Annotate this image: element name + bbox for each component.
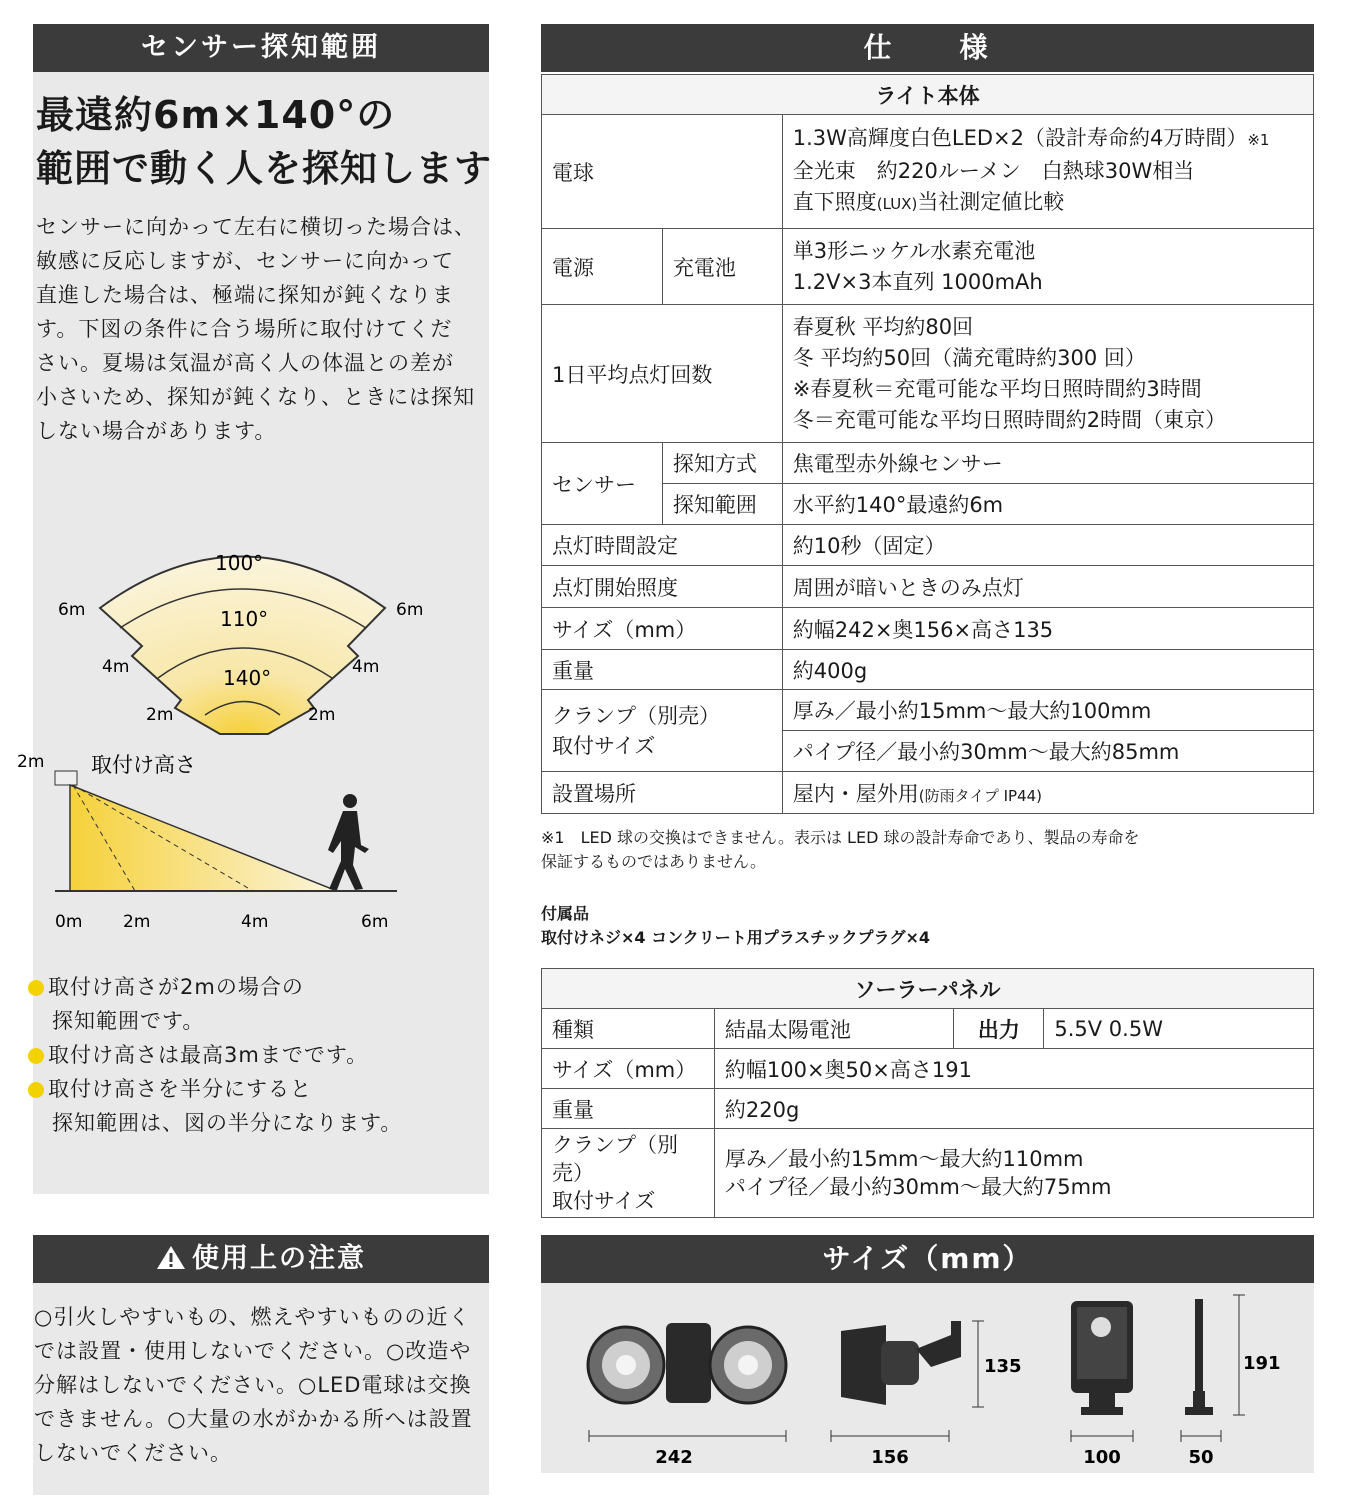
detect-method-label: 探知方式 [662,443,782,484]
mounting-height-diagram [15,745,415,940]
sensor-light-icon [55,771,77,785]
dim-156-label: 156 [871,1447,909,1468]
solar-weight-label: 重量 [542,1089,715,1129]
bulb-value: 1.3W高輝度白色LED×2（設計寿命約4万時間）※1 全光束 約220ルーメン 白熱球30W相当 直下照度(LUX)当社測定値比較 [782,115,1313,229]
detect-range-label: 探知範囲 [662,484,782,525]
tick-0m: 0m [55,912,83,932]
light-body-header: ライト本体 [542,75,1314,115]
dim-135-label: 135 [984,1356,1022,1377]
install-place-value: 屋内・屋外用(防雨タイプ IP44) [782,772,1313,814]
tick-4m: 4m [241,912,269,932]
solar-output-label: 出力 [954,1009,1044,1049]
distance-2m-right: 2m [308,705,336,725]
mounting-notes [28,970,402,1140]
walking-person-icon [328,794,369,890]
height-2m-label: 2m [17,752,45,772]
solar-size-label: サイズ（mm） [542,1049,715,1089]
detect-range-value: 水平約140°最遠約6m [782,484,1313,525]
distance-6m-left: 6m [58,600,86,620]
bullet-item-continuation: 探知範囲です。 [52,1009,205,1033]
size-value: 約幅242×奥156×高さ135 [782,608,1313,650]
dim-242-label: 242 [655,1447,693,1468]
solar-panel-side-view [1185,1299,1213,1415]
distance-4m-right: 4m [352,657,380,677]
angle-110-label: 110° [220,607,269,631]
caution-line: では設置・使用しないでください。○改造や [34,1339,472,1363]
start-illuminance-value: 周囲が暗いときのみ点灯 [782,566,1313,608]
caution-line: 分解はしないでください。○LED電球は交換 [34,1373,472,1397]
fan-shape [100,557,385,735]
tick-6m: 6m [361,912,389,932]
solar-panel-header: ソーラーパネル [542,969,1314,1009]
desc-line: 直進した場合は、極端に探知が鈍くなりま [36,283,454,307]
power-value: 単3形ニッケル水素充電池 1.2V×3本直列 1000mAh [782,229,1313,305]
solar-weight-value: 約220g [714,1089,1313,1129]
dim-50-label: 50 [1188,1447,1214,1468]
solar-type-label: 種類 [542,1009,715,1049]
sensor-range-header: センサー探知範囲 [33,24,489,72]
distance-2m-left: 2m [146,705,174,725]
weight-label: 重量 [542,650,783,690]
caution-line: できません。○大量の水がかかる所へは設置 [34,1407,473,1431]
time-setting-value: 約10秒（固定） [782,525,1313,566]
sensor-label: センサー [542,443,663,525]
accessories-title: 付属品 [541,904,590,923]
power-label: 電源 [542,229,663,305]
clamp-label: クランプ（別売） 取付サイズ [542,690,783,772]
warning-icon [156,1244,186,1270]
bullet-item: 取付け高さが2mの場合の [28,970,402,1004]
size-label: サイズ（mm） [542,608,783,650]
headline-line-1: 最遠約6m×140°の [36,93,396,137]
size-header: サイズ（mm） [541,1235,1314,1283]
desc-line: さい。夏場は気温が高く人の体温との差が [36,351,454,375]
bulb-label: 電球 [542,115,783,229]
daily-lighting-value: 春夏秋 平均約80回 冬 平均約50回（満充電時約300 回） ※春夏秋＝充電可能な平均日照時間約3時間 冬＝充電可能な平均日照時間約2時間（東京） [782,305,1313,443]
time-setting-label: 点灯時間設定 [542,525,783,566]
angle-140-label: 140° [223,666,272,690]
spec-header: 仕 様 [541,24,1314,72]
detection-side-area [70,785,337,891]
accessories [541,902,930,950]
bullet-dot-icon [28,980,44,996]
spec-table [541,74,1314,814]
clamp-pipe-value: パイプ径／最小約30mm～最大約85mm [782,731,1313,772]
distance-6m-right: 6m [396,600,424,620]
desc-line: センサーに向かって左右に横切った場合は、 [36,215,476,239]
start-illuminance-label: 点灯開始照度 [542,566,783,608]
bullet-item: 取付け高さを半分にすると [28,1072,402,1106]
solar-panel-front-view [1071,1301,1133,1415]
bullet-item: 取付け高さは最高3mまでです。 [28,1038,402,1072]
dim-191-label: 191 [1243,1353,1281,1374]
bullet-dot-icon [28,1048,44,1064]
headline-line-2: 範囲で動く人を探知します [36,147,492,190]
solar-output-value: 5.5V 0.5W [1044,1009,1314,1049]
caution-line: しないでください。 [34,1441,232,1465]
bullet-item-continuation: 探知範囲は、図の半分になります。 [52,1111,403,1135]
desc-line: 小さいため、探知が鈍くなり、ときには探知 [36,385,476,409]
sensor-description [36,210,476,448]
mounting-height-title: 取付け高さ [91,753,196,777]
solar-clamp-value: 厚み／最小約15mm～最大約110mm パイプ径／最小約30mm～最大約75mm [714,1129,1313,1218]
footnote: ※1 LED 球の交換はできません。表示は LED 球の設計寿命であり、製品の寿命を 保証するものではありません。 [541,828,1140,871]
dim-100-label: 100 [1083,1447,1121,1468]
caution-text [34,1300,473,1470]
angle-100-label: 100° [215,551,264,575]
caution-line: ○引火しやすいもの、燃えやすいものの近く [34,1305,471,1329]
weight-value: 約400g [782,650,1313,690]
distance-4m-left: 4m [102,657,130,677]
accessories-list: 取付けネジ×4 コンクリート用プラスチックプラグ×4 [541,928,931,947]
detect-method-value: 焦電型赤外線センサー [782,443,1313,484]
solar-panel-table [541,968,1314,1218]
solar-size-value: 約幅100×奥50×高さ191 [714,1049,1313,1089]
desc-line: しない場合があります。 [36,419,277,443]
light-side-view [841,1321,961,1405]
desc-line: す。下図の条件に合う場所に取付けてくだ [36,317,453,341]
solar-clamp-label: クランプ（別売） 取付サイズ [542,1129,715,1218]
tick-2m: 2m [123,912,151,932]
clamp-thickness-value: 厚み／最小約15mm～最大約100mm [782,690,1313,731]
daily-lighting-label: 1日平均点灯回数 [542,305,783,443]
light-front-view [588,1323,786,1403]
solar-type-value: 結晶太陽電池 [714,1009,954,1049]
detection-fan-diagram [40,530,470,740]
bullet-dot-icon [28,1082,44,1098]
caution-header: 使用上の注意 [33,1235,489,1283]
desc-line: 敏感に反応しますが、センサーに向かって [36,249,454,273]
size-illustrations [541,1283,1314,1473]
install-place-label: 設置場所 [542,772,783,814]
battery-label: 充電池 [662,229,782,305]
